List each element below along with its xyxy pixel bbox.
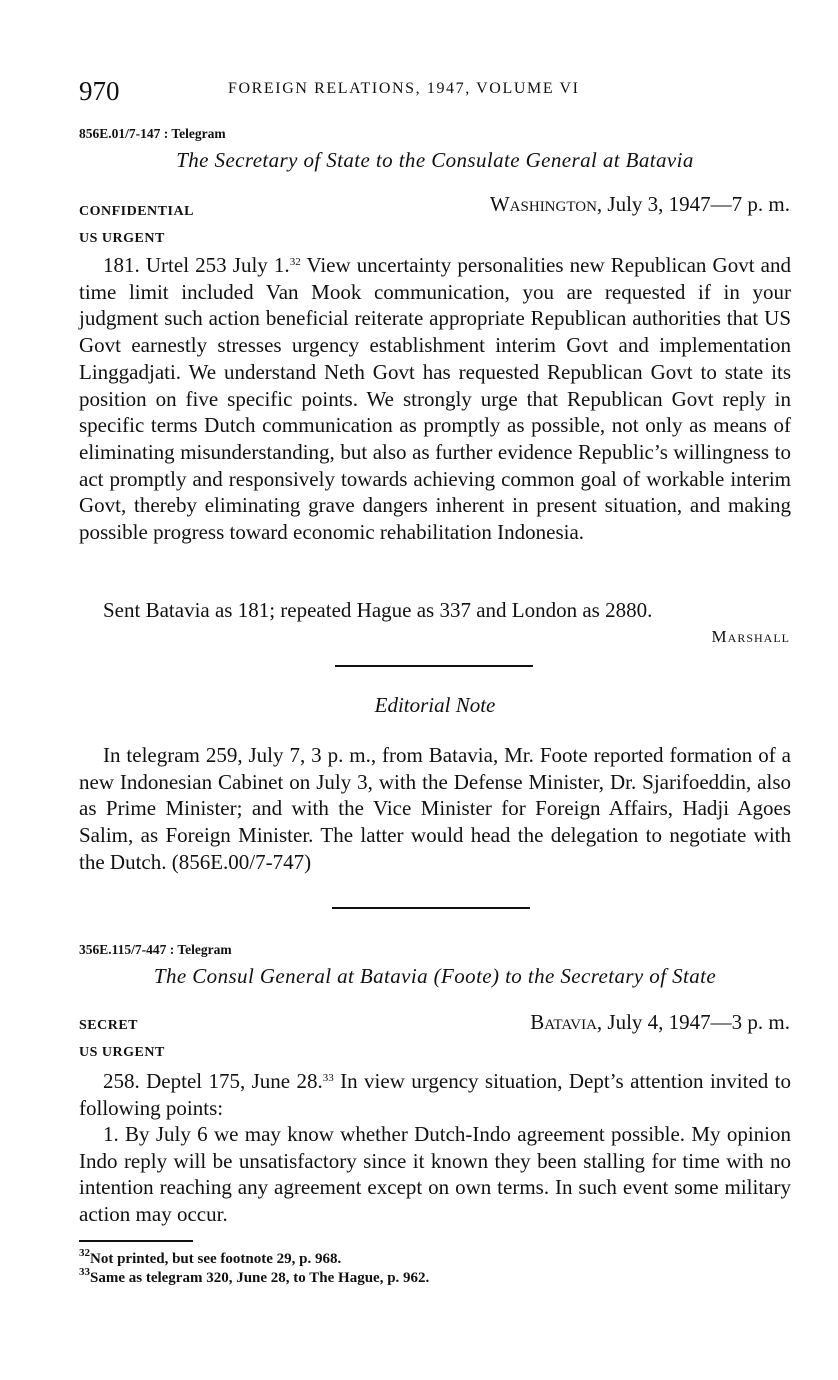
footnote-33 <box>79 1266 430 1287</box>
footnote-ref-33: 33 <box>322 1072 334 1084</box>
footnote-rule <box>79 1240 193 1242</box>
footnote-32 <box>79 1247 342 1268</box>
doc2-point-one: 1. By July 6 we may know whether Dutch-Indo agreement possible. My opinion Indo reply will be unsatisfactory since it known they been stalling for time with no intention reaching any agreement except on own terms. In such event some military action may occur. <box>79 1122 791 1227</box>
footnote-text: Same as telegram 320, June 28, to The Hague, p. 962. <box>90 1270 430 1286</box>
doc1-para1-rest: View uncertainty personalities new Republican Govt and time limit included Van Mook communication, you are requested if in your judgment such action beneficial reiterate appropriate Republican authorities that US Govt earnestly stresses urgency establishment interim Govt and implementation Linggadjati. We understand Neth Govt has requested Republican Govt to state its position on five specific points. We strongly urge that Republican Govt reply in specific terms Dutch communication as promptly as possible, not only as means of eliminating misunderstanding, but also as further evidence Republic’s willingness to act promptly and responsively towards achieving common goal of workable interim Govt, thereby eliminating grave dangers inherent in present situation, and making possible progress toward economic rehabilitation Indonesia. <box>79 253 792 545</box>
doc2-title: The Consul General at Batavia (Foote) to the Secretary of State <box>153 964 717 988</box>
doc2-date: , July 4, 1947—3 p. m. <box>596 1010 790 1034</box>
doc2-file-id: 356E.115/7-447 : Telegram <box>79 942 232 957</box>
doc1-classification: CONFIDENTIAL <box>79 204 194 219</box>
doc1-date: , July 3, 1947—7 p. m. <box>596 192 790 216</box>
section-divider <box>332 907 530 909</box>
doc2-dateline <box>530 1010 790 1035</box>
doc1-body-paragraph <box>79 252 791 546</box>
footnote-mark: 32 <box>79 1247 90 1259</box>
doc2-body-paragraph <box>79 1068 791 1121</box>
doc1-dateline <box>490 192 790 217</box>
doc2-para1-rest: In view urgency situation, Dept’s attention invited to following points: <box>79 1069 791 1120</box>
footnote-mark: 33 <box>79 1266 90 1278</box>
doc1-distribution-paragraph: Sent Batavia as 181; repeated Hague as 337 and London as 2880. <box>103 598 653 622</box>
doc1-para1-start: 181. Urtel 253 July 1. <box>103 253 290 277</box>
footnote-text: Not printed, but see footnote 29, p. 968. <box>90 1251 342 1267</box>
doc2-priority: US URGENT <box>79 1045 165 1060</box>
editorial-note-text: In telegram 259, July 7, 3 p. m., from Batavia, Mr. Foote reported formation of a new Indonesian Cabinet on July 3, with the Defense Minister, Dr. Sjarifoeddin, also as Prime Minister; and with the Vice Minister for Foreign Affairs, Hadji Agoes Salim, as Foreign Minister. The latter would head the delegation to negotiate with the Dutch. (856E.00/7-747) <box>79 743 791 874</box>
page-number: 970 <box>79 76 120 106</box>
footnote-ref-32: 32 <box>289 256 301 268</box>
editorial-note-title: Editorial Note <box>374 693 496 717</box>
doc1-place: Washington <box>489 192 597 216</box>
section-divider <box>335 665 533 667</box>
doc1-signature: Marshall <box>711 627 790 646</box>
doc1-title: The Secretary of State to the Consulate General at Batavia <box>176 148 694 172</box>
doc2-para1-start: 258. Deptel 175, June 28. <box>103 1069 323 1093</box>
doc2-classification: SECRET <box>79 1018 139 1033</box>
running-head: FOREIGN RELATIONS, 1947, VOLUME VI <box>228 80 580 97</box>
doc1-priority: US URGENT <box>79 231 165 246</box>
doc2-place: Batavia <box>530 1010 597 1034</box>
doc1-file-id: 856E.01/7-147 : Telegram <box>79 126 226 141</box>
